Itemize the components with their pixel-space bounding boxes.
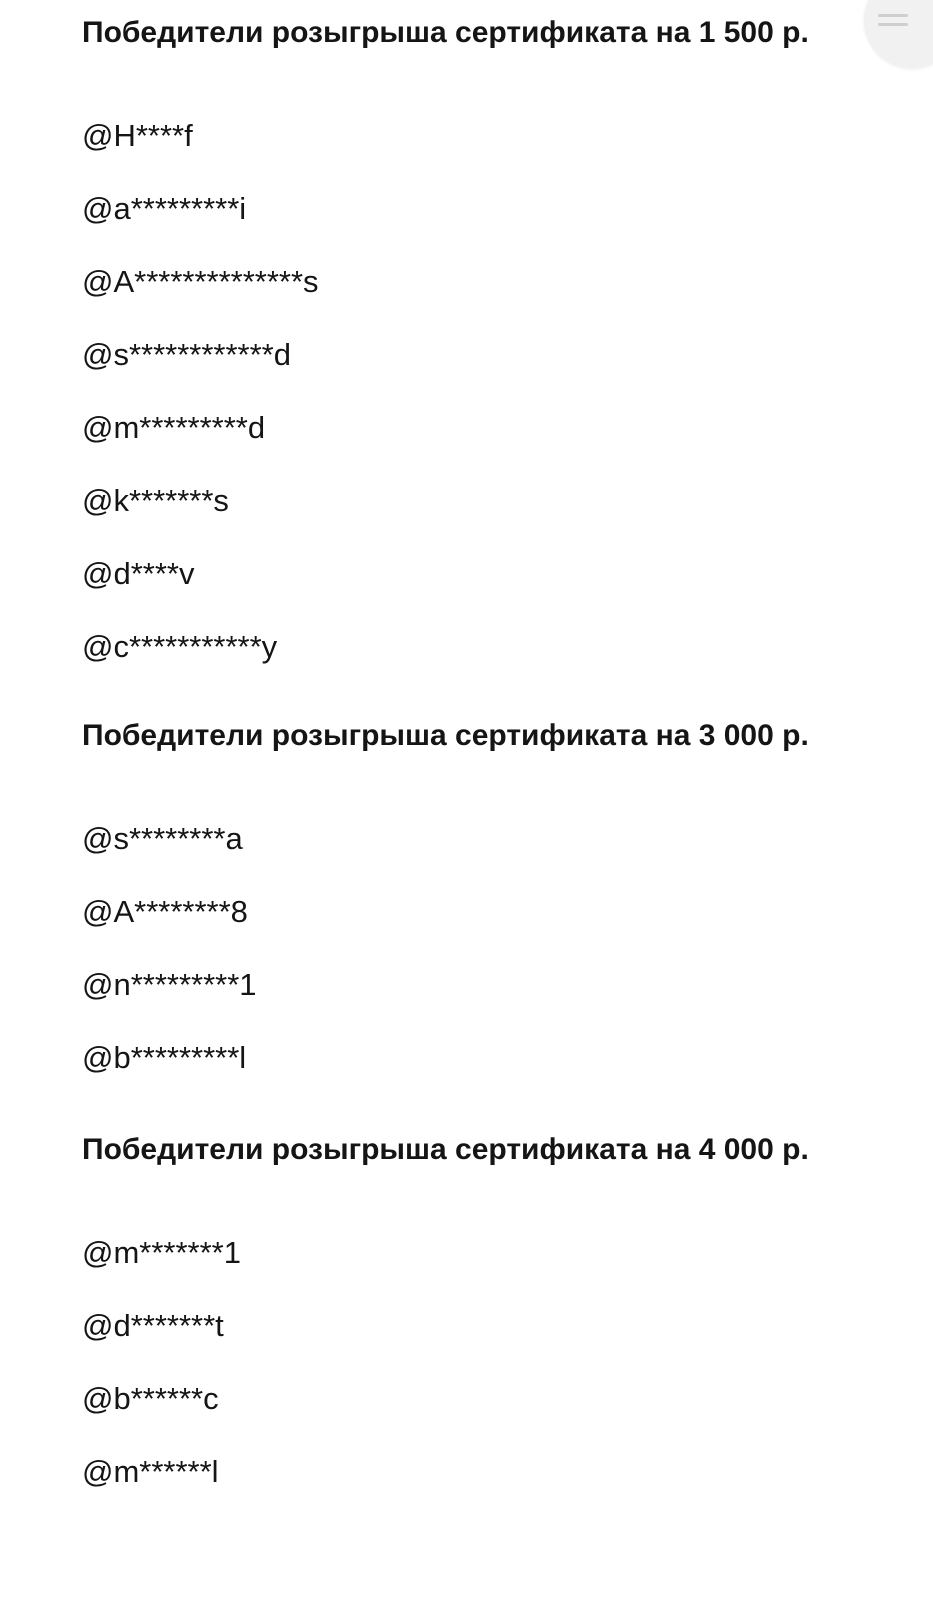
winner-item: @k*******s xyxy=(82,483,229,518)
winner-item: @d*******t xyxy=(82,1308,224,1343)
winner-item: @A**************s xyxy=(82,264,319,299)
section-title: Победители розыгрыша сертификата на 1 500 р. xyxy=(82,16,809,49)
section-3000 xyxy=(82,718,902,1113)
section-title: Победители розыгрыша сертификата на 4 000 р. xyxy=(82,1133,809,1166)
winner-item: @c***********y xyxy=(82,629,278,664)
winner-item: @b*********l xyxy=(82,1040,247,1075)
winners-list xyxy=(82,821,902,1113)
winner-item: @a*********i xyxy=(82,191,247,226)
winner-item: @m*******1 xyxy=(82,1235,241,1270)
winner-item: @H****f xyxy=(82,118,193,153)
section-title: Победители розыгрыша сертификата на 3 000 р. xyxy=(82,719,809,752)
winner-item: @m******l xyxy=(82,1454,219,1489)
winner-item: @A********8 xyxy=(82,894,248,929)
winner-item: @s********a xyxy=(82,821,243,856)
winner-item: @m*********d xyxy=(82,410,266,445)
winner-item: @s************d xyxy=(82,337,291,372)
winners-list xyxy=(82,1235,902,1527)
winners-list xyxy=(82,118,902,702)
winner-item: @d****v xyxy=(82,556,195,591)
section-4000 xyxy=(82,1132,902,1527)
winner-item: @n*********1 xyxy=(82,967,257,1002)
winner-item: @b******c xyxy=(82,1381,219,1416)
section-1500 xyxy=(82,15,902,702)
menu-icon xyxy=(876,12,912,36)
